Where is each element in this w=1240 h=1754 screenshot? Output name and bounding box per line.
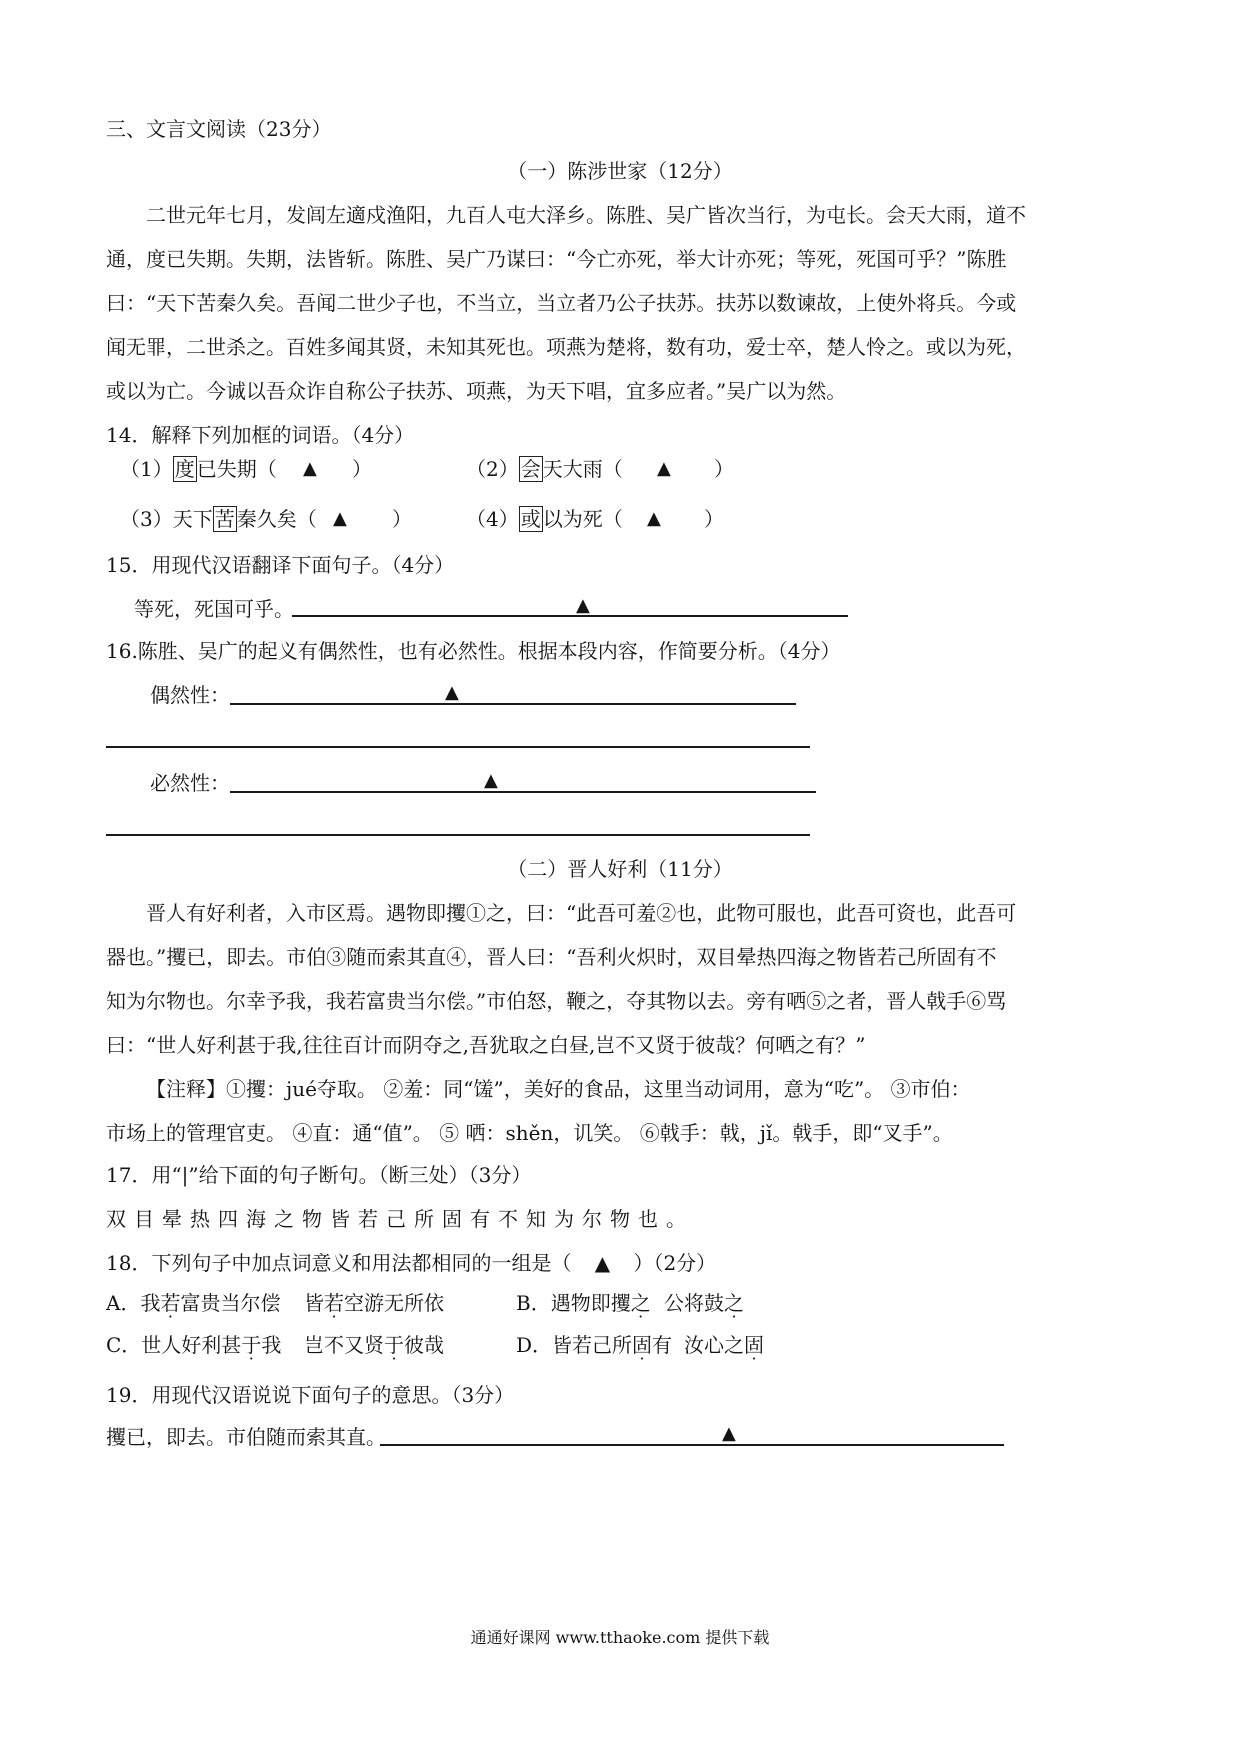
q18-option-c-1: [106, 1332, 281, 1358]
q15-sentence: 等死，死国可乎。: [134, 597, 294, 621]
q16-prompt: 16.陈胜、吴广的起义有偶然性，也有必然性。根据本段内容，作简要分析。（4分）: [106, 639, 841, 663]
item-number: （2）: [466, 457, 519, 481]
dotted-char: 之: [724, 1291, 744, 1315]
q18-option-a-2: 皆若空游无所依: [304, 1291, 444, 1315]
answer-line[interactable]: [292, 615, 848, 617]
answer-marker: ▲: [333, 508, 347, 529]
q18-option-b-2: [664, 1290, 744, 1316]
passage1-line: 二世元年七月，发闾左適戍渔阳，九百人屯大泽乡。陈胜、吴广皆次当行，为屯长。会天大雨，道不: [146, 203, 1026, 227]
passage2-note: 市场上的管理官吏。 ④直：通“值”。 ⑤ 哂：shěn，讥笑。 ⑥戟手：戟，jǐ。戟手，即“叉手”。: [106, 1121, 953, 1145]
dotted-char: 之: [630, 1291, 651, 1315]
q18-option-c-2: [304, 1332, 444, 1358]
passage2-line: 晋人有好利者，入市区焉。遇物即攫①之，曰：“此吾可羞②也，此物可服也，此吾可资也，此吾可: [146, 901, 1017, 925]
dotted-char: 若: [160, 1291, 181, 1315]
answer-marker: ▲: [647, 508, 661, 529]
answer-marker: ▲: [576, 595, 590, 616]
option-text: 岂不又贤: [304, 1333, 384, 1357]
q14-item-3-close: ）: [392, 507, 412, 531]
passage1-line: 通，度已失期。失期，法皆斩。陈胜、吴广乃谋曰：“今亡亦死，举大计亦死；等死，死国可乎？”陈胜: [106, 247, 1007, 271]
passage2-note: 【注释】①攫：jué夺取。 ②羞：同“馐”，美好的食品，这里当动词用，意为“吃”。 ③市伯：: [146, 1077, 971, 1101]
option-text: 我: [261, 1333, 282, 1357]
q18-prompt-start: 18．下列句子中加点词意义和用法都相同的一组是（: [106, 1251, 572, 1275]
q18-option-a-1: A．我若富贵当尔偿: [106, 1291, 281, 1315]
section-heading: 三、文言文阅读（23分）: [106, 117, 332, 141]
item-number: （3）天下: [120, 507, 213, 531]
passage1-line: 或以为亡。今诚以吾众诈自称公子扶苏、项燕，为天下唱，宜多应者。”吴广以为然。: [106, 379, 847, 403]
answer-marker: ▲: [484, 770, 498, 791]
option-text: 公将鼓: [664, 1291, 724, 1315]
dotted-char: 固: [744, 1333, 764, 1357]
passage2-line: 曰：“世人好利甚于我,往往百计而阴夺之,吾犹取之白昼,岂不又贤于彼哉？何哂之有？”: [106, 1033, 866, 1057]
item-number: （1）: [120, 457, 173, 481]
dotted-char: 于: [384, 1333, 404, 1357]
q16-label-necessity: 必然性：: [150, 771, 230, 795]
answer-marker: ▲: [445, 682, 459, 703]
answer-line[interactable]: [380, 1444, 1004, 1446]
option-text: 汝心之: [684, 1333, 744, 1357]
answer-line[interactable]: [230, 703, 796, 705]
item-text: 秦久矣（: [236, 507, 317, 531]
q15-prompt: 15．用现代汉语翻译下面句子。（4分）: [106, 553, 455, 577]
q14-item-1-close: ）: [352, 457, 372, 481]
q14-item-1: [120, 456, 277, 482]
q18-prompt: [106, 1250, 716, 1276]
dotted-char: 固: [632, 1333, 653, 1357]
q18-prompt-end: ）（2分）: [633, 1251, 717, 1275]
passage1-title: （一）陈涉世家（12分）: [507, 159, 733, 183]
boxed-word: 度: [174, 457, 195, 481]
answer-marker: ▲: [303, 458, 317, 479]
q17-sentence: 双目晕热四海之物皆若己所固有不知为尔物也。: [106, 1207, 694, 1231]
item-text: 天大雨（: [542, 457, 623, 481]
answer-line[interactable]: [106, 834, 810, 836]
option-text: 彼哉: [404, 1333, 444, 1357]
dotted-char: 于: [241, 1333, 262, 1357]
q14-item-2-close: ）: [714, 457, 734, 481]
q14-prompt: 14．解释下列加框的词语。（4分）: [106, 423, 415, 447]
q17-prompt: 17．用“|”给下面的句子断句。（断三处）（3分）: [106, 1163, 532, 1187]
answer-marker: ▲: [657, 458, 671, 479]
item-number: （4）: [466, 507, 519, 531]
q19-prompt: 19．用现代汉语说说下面句子的意思。（3分）: [106, 1383, 515, 1407]
page-footer: 通通好课网 www.tthaoke.com 提供下载: [470, 1628, 770, 1647]
q14-item-4-close: ）: [704, 507, 724, 531]
q18-option-d-2: [684, 1332, 764, 1358]
q14-item-4: [466, 506, 623, 532]
boxed-word: 会: [520, 457, 541, 481]
item-text: 以为死（: [542, 507, 623, 531]
passage2-title: （二）晋人好利（11分）: [507, 857, 733, 881]
q18-option-b-1: [516, 1290, 651, 1316]
answer-marker: ▲: [594, 1251, 611, 1275]
q16-label-chance: 偶然性：: [150, 683, 230, 707]
passage2-line: 知为尔物也。尔幸予我，我若富贵当尔偿。”市伯怒，鞭之，夺其物以去。旁有哂⑤之者，晋人戟手⑥骂: [106, 989, 1007, 1013]
passage2-line: 器也。”攫已，即去。市伯③随而索其直④，晋人曰：“吾利火炽时，双目晕热四海之物皆若己所固有不: [106, 945, 997, 969]
boxed-word: 苦: [214, 507, 235, 531]
q14-item-3: [120, 506, 317, 532]
option-text: 有: [652, 1333, 673, 1357]
answer-line[interactable]: [230, 791, 816, 793]
passage1-line: 曰：“天下苦秦久矣。吾闻二世少子也，不当立，当立者乃公子扶苏。扶苏以数谏故，上使外将兵。今或: [106, 291, 1017, 315]
item-text: 已失期（: [196, 457, 277, 481]
option-text: C．世人好利甚: [106, 1333, 242, 1357]
passage1-line: 闻无罪，二世杀之。百姓多闻其贤，未知其死也。项燕为楚将，数有功，爱士卒，楚人怜之。或以为死，: [106, 335, 1026, 359]
answer-marker: ▲: [722, 1423, 736, 1444]
q19-sentence: 攫已，即去。市伯随而索其直。: [106, 1425, 386, 1449]
q14-item-2: [466, 456, 623, 482]
boxed-word: 或: [520, 507, 541, 531]
q18-option-d-1: [516, 1332, 672, 1358]
option-text: B．遇物即攫: [516, 1291, 631, 1315]
dotted-char: 若: [324, 1291, 344, 1315]
option-text: D．皆若己所: [516, 1333, 633, 1357]
answer-line[interactable]: [106, 746, 810, 748]
